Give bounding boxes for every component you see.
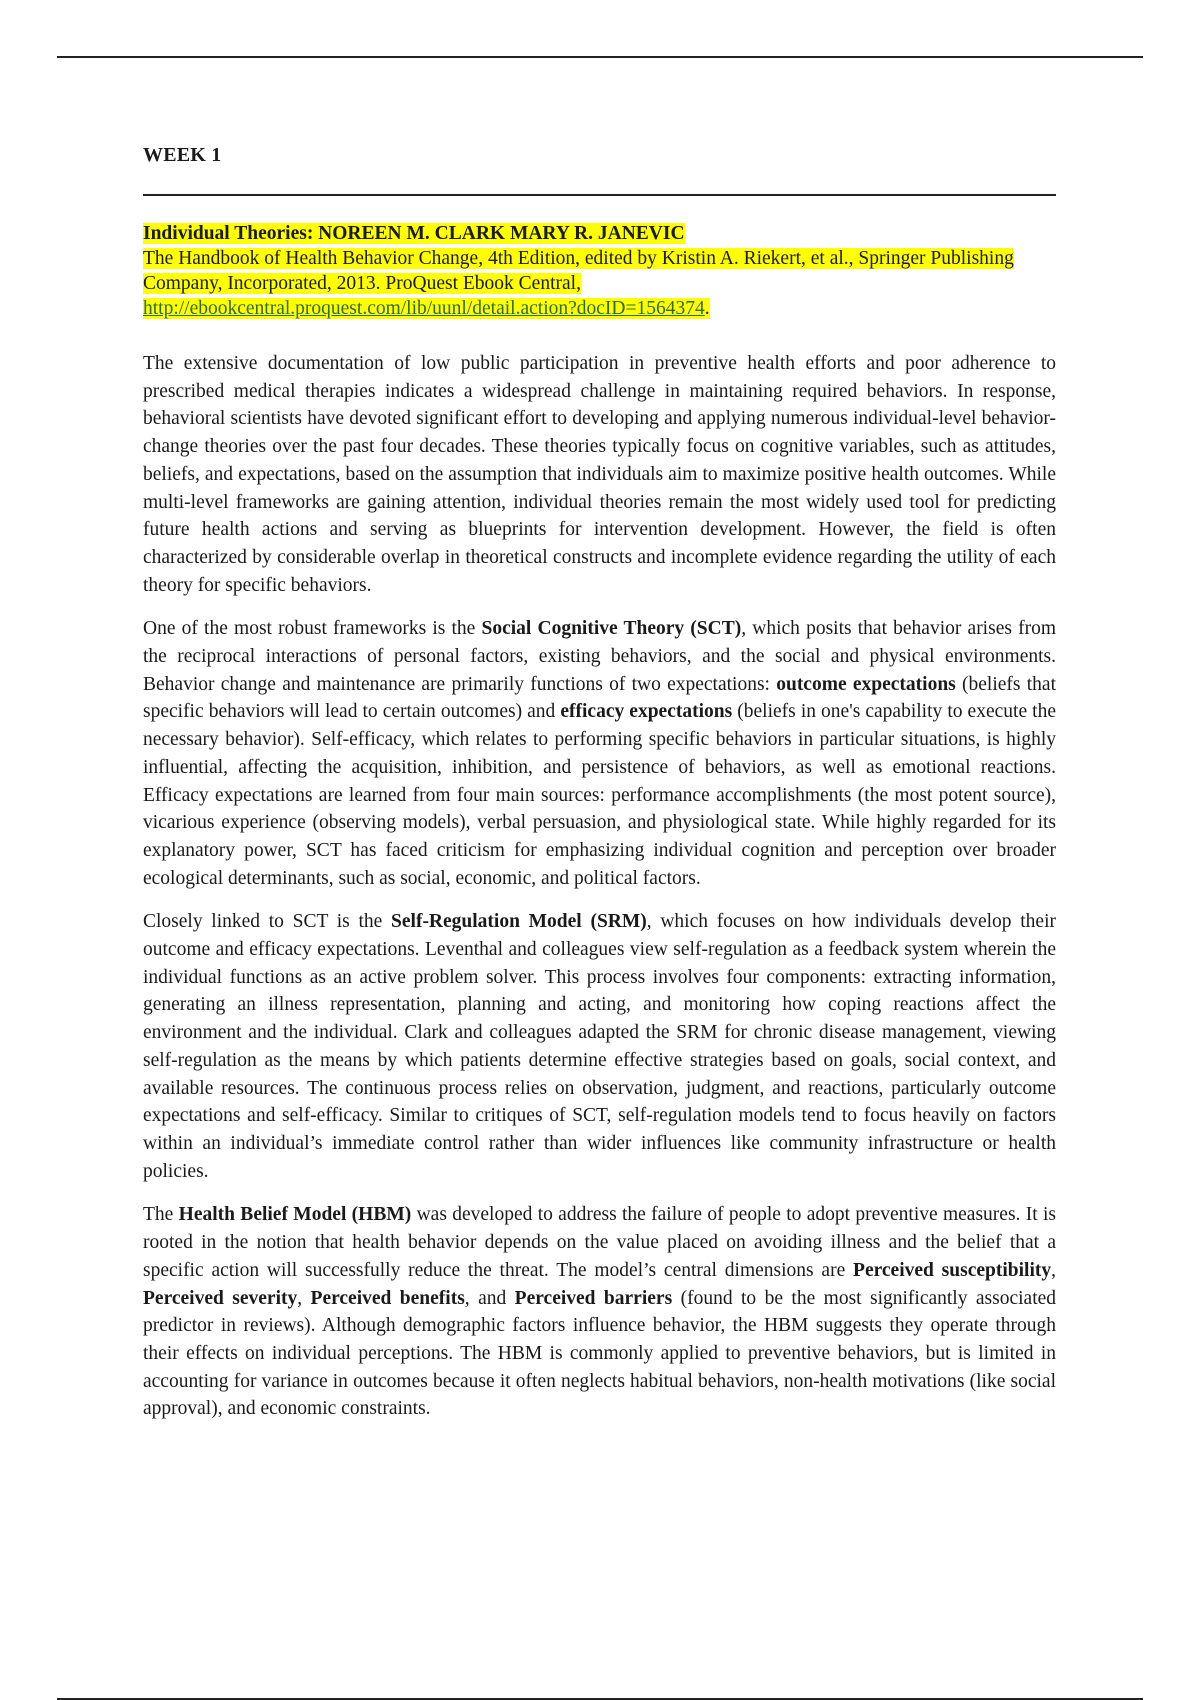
term-efficacy-expectations: efficacy expectations (560, 701, 733, 723)
body-text (143, 350, 1056, 1439)
text-span: , which focuses on how individuals develop their outcome and efficacy expectations. Leventhal and colleagues view self-regulation as a feedback system wherein the individual functions as an active problem solver. This process involves four components: extracting information, generating an illness representation, planning and acting, and monitoring how coping reactions affect the environment and the individual. Clark and colleagues adapted the SRM for chronic disease management, viewing self-regulation as the means by which patients determine effective strategies based on goals, social context, and available resources. The continuous process relies on observation, judgment, and reactions, particularly outcome expectations and self-efficacy. Similar to critiques of SCT, self-regulation models tend to focus heavily on factors within an individual’s immediate control rather than wider influences like community infrastructure or health policies. (143, 911, 1056, 1182)
text-span: , which posits that behavior arises from the reciprocal interactions of personal factors, existing behaviors, and the social and physical environments. Behavior change and maintenance are primarily functions of two expectations: (143, 618, 1057, 695)
text-span: Closely linked to SCT is the (143, 911, 392, 933)
text-span: One of the most robust frameworks is the (143, 618, 482, 640)
text-span: , and (464, 1287, 515, 1309)
citation-link-period: . (704, 298, 710, 319)
paragraph-intro: The extensive documentation of low public participation in preventive health efforts and poor adherence to prescribed medical therapies indicates a widespread challenge in maintaining required behaviors. In response, behavioral scientists have devoted significant effort to developing and applying numerous individual-level behavior-change theories over the past four decades. These theories typically focus on cognitive variables, such as attitudes, beliefs, and expectations, based on the assumption that individuals aim to maximize positive health outcomes. While multi-level frameworks are gaining attention, individual theories remain the most widely used tool for predicting future health actions and serving as blueprints for intervention development. However, the field is often characterized by considerable overlap in theoretical constructs and incomplete evidence regarding the utility of each theory for specific behaviors. (143, 353, 1056, 596)
top-page-rule (57, 56, 1143, 58)
citation-source: The Handbook of Health Behavior Change, 4th Edition, edited by Kristin A. Riekert, et al., Springer Publishing Company, Incorporated, 2013. ProQuest Ebook Central, (143, 248, 1014, 294)
term-sct: Social Cognitive Theory (SCT) (481, 618, 742, 640)
text-span: (beliefs that specific behaviors will lead to certain outcomes) and (143, 673, 1056, 723)
term-perceived-severity: Perceived severity (143, 1287, 298, 1309)
term-hbm: Health Belief Model (HBM) (178, 1204, 412, 1226)
term-srm: Self-Regulation Model (SRM) (391, 911, 647, 933)
paragraph-srm (143, 908, 1056, 1185)
term-perceived-benefits: Perceived benefits (310, 1287, 465, 1309)
citation-title: Individual Theories: NOREEN M. CLARK MARY R. JANEVIC (143, 223, 685, 244)
paragraph-sct (143, 615, 1056, 892)
citation-block (143, 221, 1056, 321)
week-heading: WEEK 1 (143, 144, 222, 166)
text-span: , (1051, 1259, 1056, 1281)
paragraph-hbm (143, 1201, 1056, 1423)
text-span: (found to be the most significantly associated predictor in reviews). Although demographic factors influence behavior, the HBM suggests they operate through their effects on individual perceptions. The HBM is commonly applied to preventive behaviors, but is limited in accounting for variance in outcomes because it often neglects habitual behaviors, non-health motivations (like social approval), and economic constraints. (143, 1287, 1057, 1420)
term-outcome-expectations: outcome expectations (776, 673, 956, 695)
term-perceived-barriers: Perceived barriers (514, 1287, 673, 1309)
text-span: The (143, 1204, 179, 1226)
text-span: (beliefs in one's capability to execute the necessary behavior). Self-efficacy, which relates to performing specific behaviors in particular situations, is highly influential, affecting the acquisition, inhibition, and persistence of behaviors, as well as emotional reactions. Efficacy expectations are learned from four main sources: performance accomplishments (the most potent source), vicarious experience (observing models), verbal persuasion, and physiological state. While highly regarded for its explanatory power, SCT has faced criticism for emphasizing individual cognition and perception over broader ecological determinants, such as social, economic, and political factors. (143, 701, 1056, 889)
heading-divider (143, 194, 1056, 196)
text-span: , (297, 1287, 311, 1309)
citation-link[interactable]: http://ebookcentral.proquest.com/lib/uunl/detail.action?docID=1564374 (143, 298, 705, 319)
term-perceived-susceptibility: Perceived susceptibility (853, 1259, 1052, 1281)
text-span: was developed to address the failure of people to adopt preventive measures. It is rooted in the notion that health behavior depends on the value placed on avoiding illness and the belief that a specific action will successfully reduce the threat. The model’s central dimensions are (143, 1204, 1056, 1281)
